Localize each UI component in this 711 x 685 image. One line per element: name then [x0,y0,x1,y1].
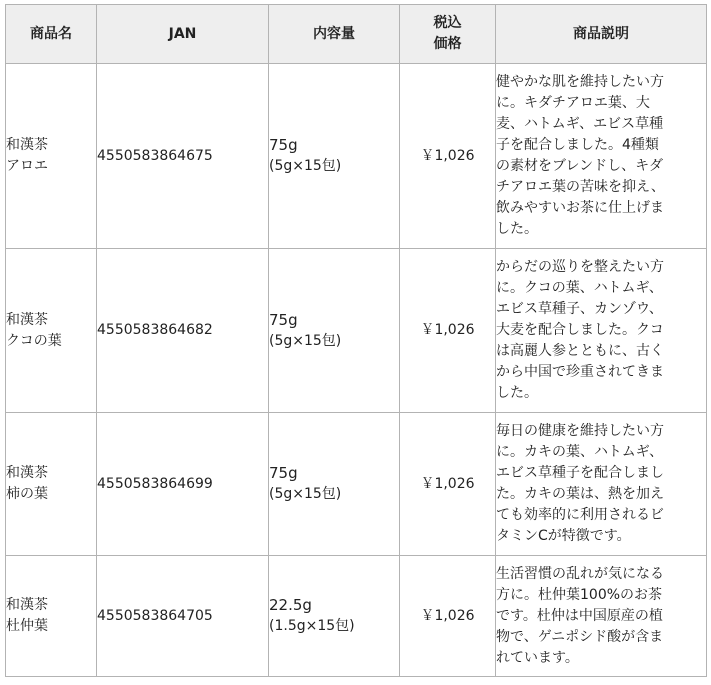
volume-cell [269,249,400,413]
header-price-line2: 価格 [433,36,462,52]
description-line: エビス草種子、カンゾウ、 [496,301,663,317]
table-row [6,64,707,249]
description-line: です。杜仲は中国原産の植 [496,607,663,624]
table-row [6,249,707,413]
product-name-line2: 杜仲葉 [6,618,48,634]
header-product-name: 商品名 [6,5,97,64]
volume-main: 75g [269,464,298,482]
description-line: から中国で珍重されてきま [496,364,664,380]
description-line: 生活習慣の乱れが気になる [496,565,664,582]
table-row [6,556,707,677]
description-line: 健やかな肌を維持したい方 [496,74,664,90]
volume-cell [269,413,400,556]
header-jan: JAN [97,5,269,64]
product-name-line2: クコの葉 [6,332,62,349]
product-name-line2: アロエ [6,158,48,174]
description-line: 毎日の健康を維持したい方 [496,423,664,439]
description-line: タミンCが特徴です。 [496,528,631,544]
header-volume: 内容量 [269,5,400,64]
description-line: 物で、ゲニポシド酸が含ま [496,628,664,645]
description-line: エビス草種子を配合しまし [496,465,664,481]
product-name-cell [6,249,97,413]
description-line: に。カキの葉、ハトムギ、 [496,444,664,460]
table-header-row [6,5,707,64]
description-line: た。カキの葉は、熱を加え [496,486,664,502]
volume-main: 75g [269,136,298,154]
description-cell [496,249,707,413]
description-cell [496,556,707,677]
product-table [5,4,707,677]
price: ￥1,026 [400,556,496,677]
volume-main: 22.5g [269,596,312,614]
table-row [6,413,707,556]
product-name-line1: 和漢茶 [6,597,48,613]
volume-cell [269,64,400,249]
description-cell [496,413,707,556]
description-line: 飲みやすいお茶に仕上げま [496,200,664,216]
volume-sub: (5g×15包) [269,486,342,502]
product-name-line1: 和漢茶 [6,311,48,328]
volume-main: 75g [269,310,298,329]
description-line: 大麦を配合しました。クコ [496,322,664,338]
description-line: は高麗人参とともに、古く [496,343,664,359]
jan-code: 4550583864705 [97,556,269,677]
product-name-cell [6,556,97,677]
volume-sub: (5g×15包) [269,158,342,174]
price: ￥1,026 [400,64,496,249]
price: ￥1,026 [400,249,496,413]
volume-cell [269,556,400,677]
jan-code: 4550583864699 [97,413,269,556]
description-line: れています。 [496,649,579,666]
header-description: 商品説明 [496,5,707,64]
description-line: に。キダチアロエ葉、大 [496,95,650,111]
description-line: した。 [496,385,538,401]
header-price-line1: 税込 [433,15,462,31]
product-name-cell [6,413,97,556]
description-line: の素材をブレンドし、キダ [496,158,663,174]
description-line: ても効率的に利用されるビ [496,507,664,523]
jan-code: 4550583864682 [97,249,269,413]
description-line: からだの巡りを整えたい方 [496,259,664,275]
header-price [400,5,496,64]
description-line: に。クコの葉、ハトムギ、 [496,280,663,296]
volume-sub: (1.5g×15包) [269,618,355,634]
description-cell [496,64,707,249]
description-line: した。 [496,221,538,237]
description-line: 方に。杜仲葉100%のお茶 [496,586,663,603]
description-line: 麦、ハトムギ、エビス草種 [496,116,664,132]
description-line: チアロエ葉の苦味を抑え、 [496,179,665,195]
price: ￥1,026 [400,413,496,556]
volume-sub: (5g×15包) [269,332,342,349]
product-name-line1: 和漢茶 [6,465,48,481]
product-name-line1: 和漢茶 [6,137,48,153]
description-line: 子を配合しました。4種類 [496,137,659,153]
product-name-cell [6,64,97,249]
jan-code: 4550583864675 [97,64,269,249]
product-name-line2: 柿の葉 [6,486,48,502]
